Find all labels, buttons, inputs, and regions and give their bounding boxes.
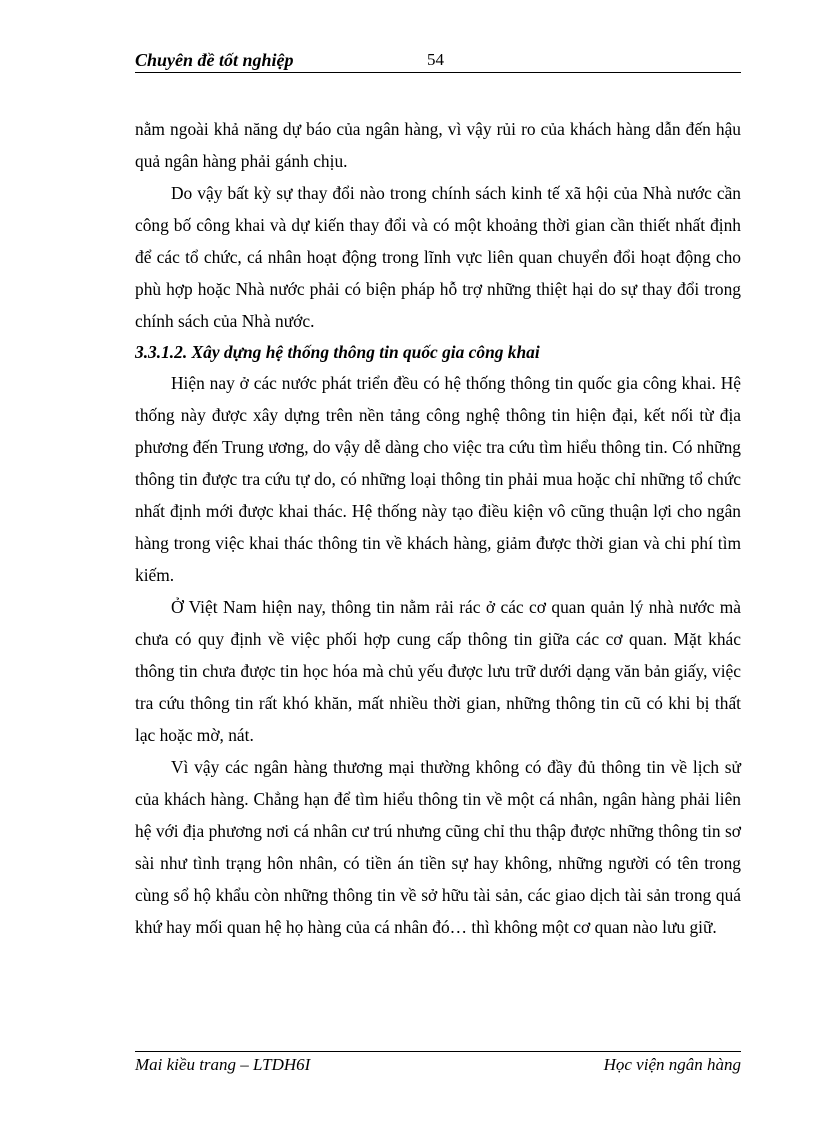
paragraph: Vì vậy các ngân hàng thương mại thường không có đầy đủ thông tin về lịch sử của khách hàng. Chẳng hạn để tìm hiểu thông tin về một cá nhân, ngân hàng phải liên hệ với địa phương nơi cá nhân cư trú nhưng cũng chỉ thu thập được những thông tin sơ sài như tình trạng hôn nhân, có tiền án tiền sự hay không, những người có tên trong cùng sổ hộ khẩu còn những thông tin về sở hữu tài sản, các giao dịch tài sản trong quá khứ hay mối quan hệ họ hàng của cá nhân đó… thì không một cơ quan nào lưu giữ. (135, 757, 741, 937)
paragraph: Do vậy bất kỳ sự thay đổi nào trong chính sách kinh tế xã hội của Nhà nước cần công bố công khai và dự kiến thay đổi và có một khoảng thời gian cần thiết nhất định để các tổ chức, cá nhân hoạt động trong lĩnh vực liên quan chuyển đổi hoạt động cho phù hợp hoặc Nhà nước phải có biện pháp hỗ trợ những thiệt hại do sự thay đổi trong chính sách của Nhà nước. (135, 183, 741, 331)
section-heading: 3.3.1.2. Xây dựng hệ thống thông tin quốc gia công khai (135, 342, 540, 362)
paragraph: Ở Việt Nam hiện nay, thông tin nằm rải rác ở các cơ quan quản lý nhà nước mà chưa có quy định về việc phối hợp cung cấp thông tin giữa các cơ quan. Mặt khác thông tin chưa được tin học hóa mà chủ yếu được lưu trữ dưới dạng văn bản giấy, việc tra cứu thông tin rất khó khăn, mất nhiều thời gian, những thông tin cũ có khi bị thất lạc hoặc mờ, nát. (135, 597, 741, 745)
page-body (135, 113, 741, 943)
page-header (135, 48, 741, 73)
document-title: Chuyên đề tốt nghiệp (135, 50, 294, 70)
footer-institution: Học viện ngân hàng (603, 1055, 741, 1074)
paragraph: Hiện nay ở các nước phát triển đều có hệ thống thông tin quốc gia công khai. Hệ thống này được xây dựng trên nền tảng công nghệ thông tin hiện đại, kết nối từ địa phương đến Trung ương, do vậy dễ dàng cho việc tra cứu tìm hiểu thông tin. Có những thông tin được tra cứu tự do, có những loại thông tin phải mua hoặc chỉ những tổ chức nhất định mới được khai thác. Hệ thống này tạo điều kiện vô cũng thuận lợi cho ngân hàng trong việc khai thác thông tin về khách hàng, giảm được thời gian và chi phí tìm kiếm. (135, 373, 741, 585)
page-number: 54 (427, 50, 444, 69)
paragraph: nằm ngoài khả năng dự báo của ngân hàng, vì vậy rủi ro của khách hàng dẫn đến hậu quả ngân hàng phải gánh chịu. (135, 119, 741, 171)
page-footer (135, 1051, 741, 1078)
footer-author: Mai kiều trang – LTDH6I (135, 1055, 311, 1074)
